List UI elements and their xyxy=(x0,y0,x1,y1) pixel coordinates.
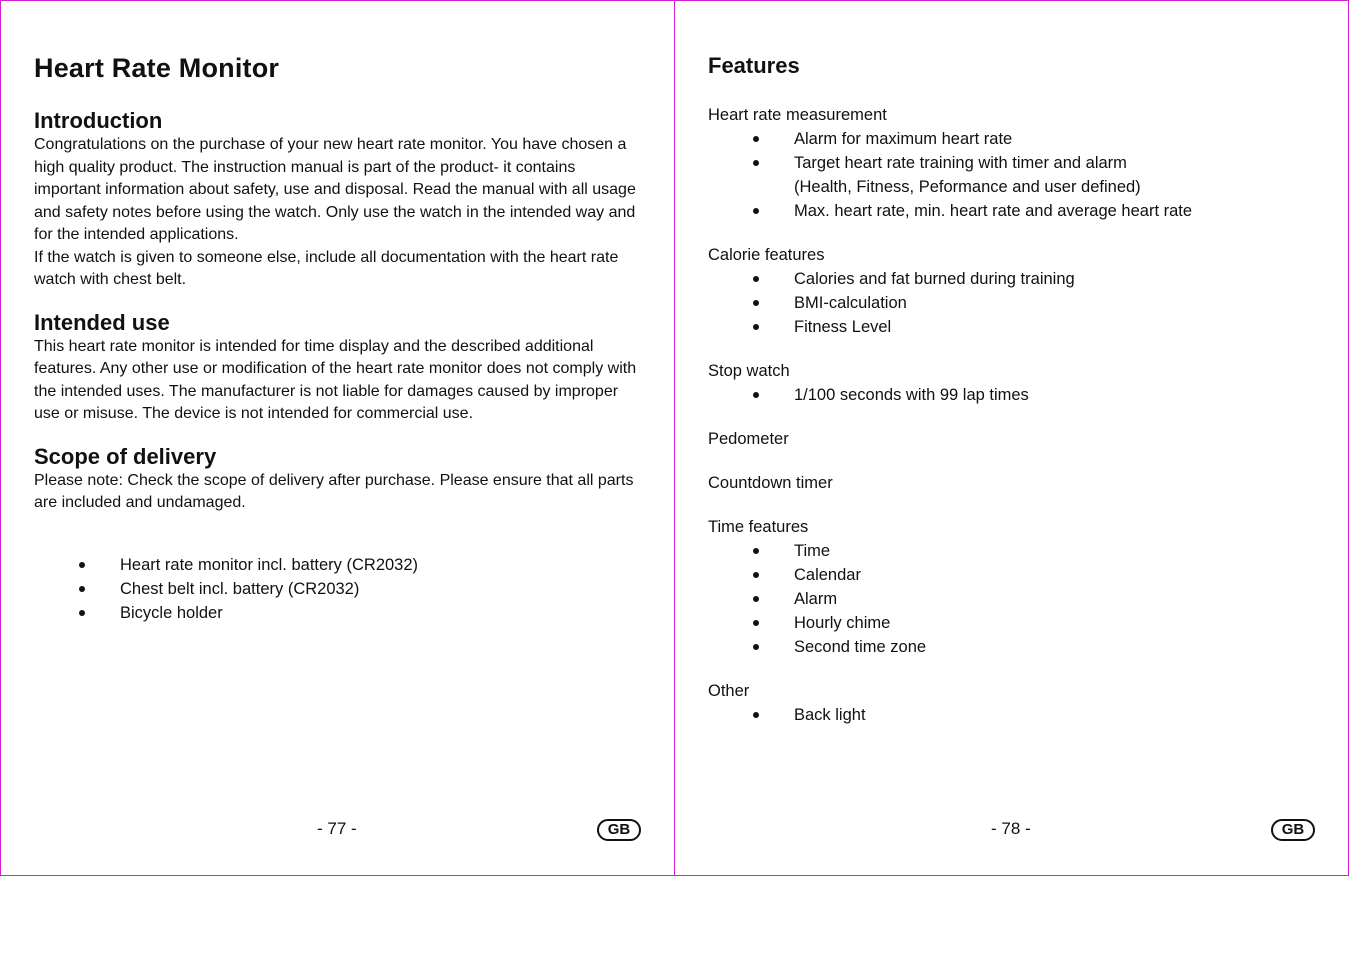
bullet-icon xyxy=(753,644,759,650)
list-item xyxy=(708,127,1316,151)
page-title: Heart Rate Monitor xyxy=(34,53,280,83)
list-item-text: Back light xyxy=(794,706,866,724)
list-item xyxy=(708,291,1316,315)
list-item xyxy=(708,383,1316,407)
calorie-group xyxy=(708,243,1316,339)
list-item-text: Calories and fat burned during training xyxy=(794,270,1075,288)
features-heading: Features xyxy=(708,53,800,78)
calorie-list xyxy=(708,267,1316,339)
list-item xyxy=(708,199,1316,223)
list-item-text: Alarm xyxy=(794,590,838,608)
left-page-content xyxy=(34,53,642,643)
introduction-text-2: If the watch is given to someone else, include all documentation with the heart rate watch with chest belt. xyxy=(34,248,619,288)
countdown-title: Countdown timer xyxy=(708,474,833,492)
bullet-icon xyxy=(753,324,759,330)
list-item-text: Heart rate monitor incl. battery (CR2032) xyxy=(120,555,419,574)
scope-note: Please note: Check the scope of delivery after purchase. Please ensure that all parts are included and undamaged. xyxy=(34,471,634,511)
left-page xyxy=(0,0,675,876)
bullet-icon xyxy=(753,620,759,626)
time-group xyxy=(708,515,1316,659)
list-item-text: Alarm for maximum heart rate xyxy=(794,130,1013,148)
stopwatch-list xyxy=(708,383,1316,407)
page-number: - 77 - xyxy=(317,819,357,838)
list-item-text: Second time zone xyxy=(794,638,927,656)
list-item xyxy=(34,577,642,601)
list-item-text: Max. heart rate, min. heart rate and average heart rate xyxy=(794,202,1193,220)
list-item-text: BMI-calculation xyxy=(794,294,907,312)
bullet-icon xyxy=(753,392,759,398)
bullet-icon xyxy=(753,572,759,578)
right-page-content xyxy=(708,53,1316,747)
list-item xyxy=(708,151,1316,199)
list-item-text: 1/100 seconds with 99 lap times xyxy=(794,386,1029,404)
list-item xyxy=(708,315,1316,339)
page-number: - 78 - xyxy=(991,819,1031,838)
bullet-icon xyxy=(753,300,759,306)
scope-list xyxy=(34,553,642,625)
bullet-icon xyxy=(753,276,759,282)
list-item-text: Chest belt incl. battery (CR2032) xyxy=(120,579,360,598)
time-title: Time features xyxy=(708,518,809,536)
list-item xyxy=(708,635,1316,659)
list-item xyxy=(34,601,642,625)
list-item-text: Target heart rate training with timer and alarm xyxy=(794,154,1127,172)
bullet-icon xyxy=(79,610,85,616)
right-page xyxy=(674,0,1349,876)
pedometer-group xyxy=(708,427,1316,451)
list-item-text: Calendar xyxy=(794,566,861,584)
time-list xyxy=(708,539,1316,659)
bullet-icon xyxy=(753,136,759,142)
scope-section xyxy=(34,444,642,625)
list-item xyxy=(708,587,1316,611)
heart-rate-title: Heart rate measurement xyxy=(708,106,887,124)
list-item-text: Fitness Level xyxy=(794,318,892,336)
list-item xyxy=(708,563,1316,587)
intended-use-heading: Intended use xyxy=(34,309,170,335)
list-item-text: Bicycle holder xyxy=(120,603,223,622)
introduction-heading: Introduction xyxy=(34,108,163,133)
pedometer-title: Pedometer xyxy=(708,430,789,448)
list-item xyxy=(708,703,1316,727)
list-item xyxy=(708,611,1316,635)
bullet-icon xyxy=(79,562,85,568)
list-item-continuation: (Health, Fitness, Peformance and user defined) xyxy=(794,178,1141,196)
other-list xyxy=(708,703,1316,727)
introduction-text: Congratulations on the purchase of your new heart rate monitor. You have chosen a high quality product. The instruction manual is part of the product- it contains important information about safety, use and disposal. Read the manual with all usage and safety notes before using the watch. Only use the watch in the intended way and for the intended applications. xyxy=(34,136,636,243)
language-badge: GB xyxy=(1271,819,1315,841)
bullet-icon xyxy=(753,712,759,718)
countdown-group xyxy=(708,471,1316,495)
language-badge: GB xyxy=(597,819,641,841)
bullet-icon xyxy=(753,160,759,166)
intended-use-section xyxy=(34,310,642,426)
scope-heading: Scope of delivery xyxy=(34,443,217,469)
other-group xyxy=(708,679,1316,727)
list-item xyxy=(708,539,1316,563)
list-item-text: Hourly chime xyxy=(794,614,891,632)
bullet-icon xyxy=(753,596,759,602)
bullet-icon xyxy=(79,586,85,592)
list-item xyxy=(708,267,1316,291)
heart-rate-group xyxy=(708,103,1316,223)
stopwatch-title: Stop watch xyxy=(708,362,790,380)
intended-use-text: This heart rate monitor is intended for time display and the described additional features. Any other use or modification of the heart rate monitor does not comply with the intended uses. The manufacturer is not liable for damages caused by improper use or misuse. The device is not intended for commercial use. xyxy=(34,337,637,422)
bullet-icon xyxy=(753,208,759,214)
calorie-title: Calorie features xyxy=(708,246,825,264)
other-title: Other xyxy=(708,682,750,700)
introduction-section xyxy=(34,108,642,292)
stopwatch-group xyxy=(708,359,1316,407)
list-item xyxy=(34,553,642,577)
bullet-icon xyxy=(753,548,759,554)
list-item-text: Time xyxy=(794,542,831,560)
heart-rate-list xyxy=(708,127,1316,223)
